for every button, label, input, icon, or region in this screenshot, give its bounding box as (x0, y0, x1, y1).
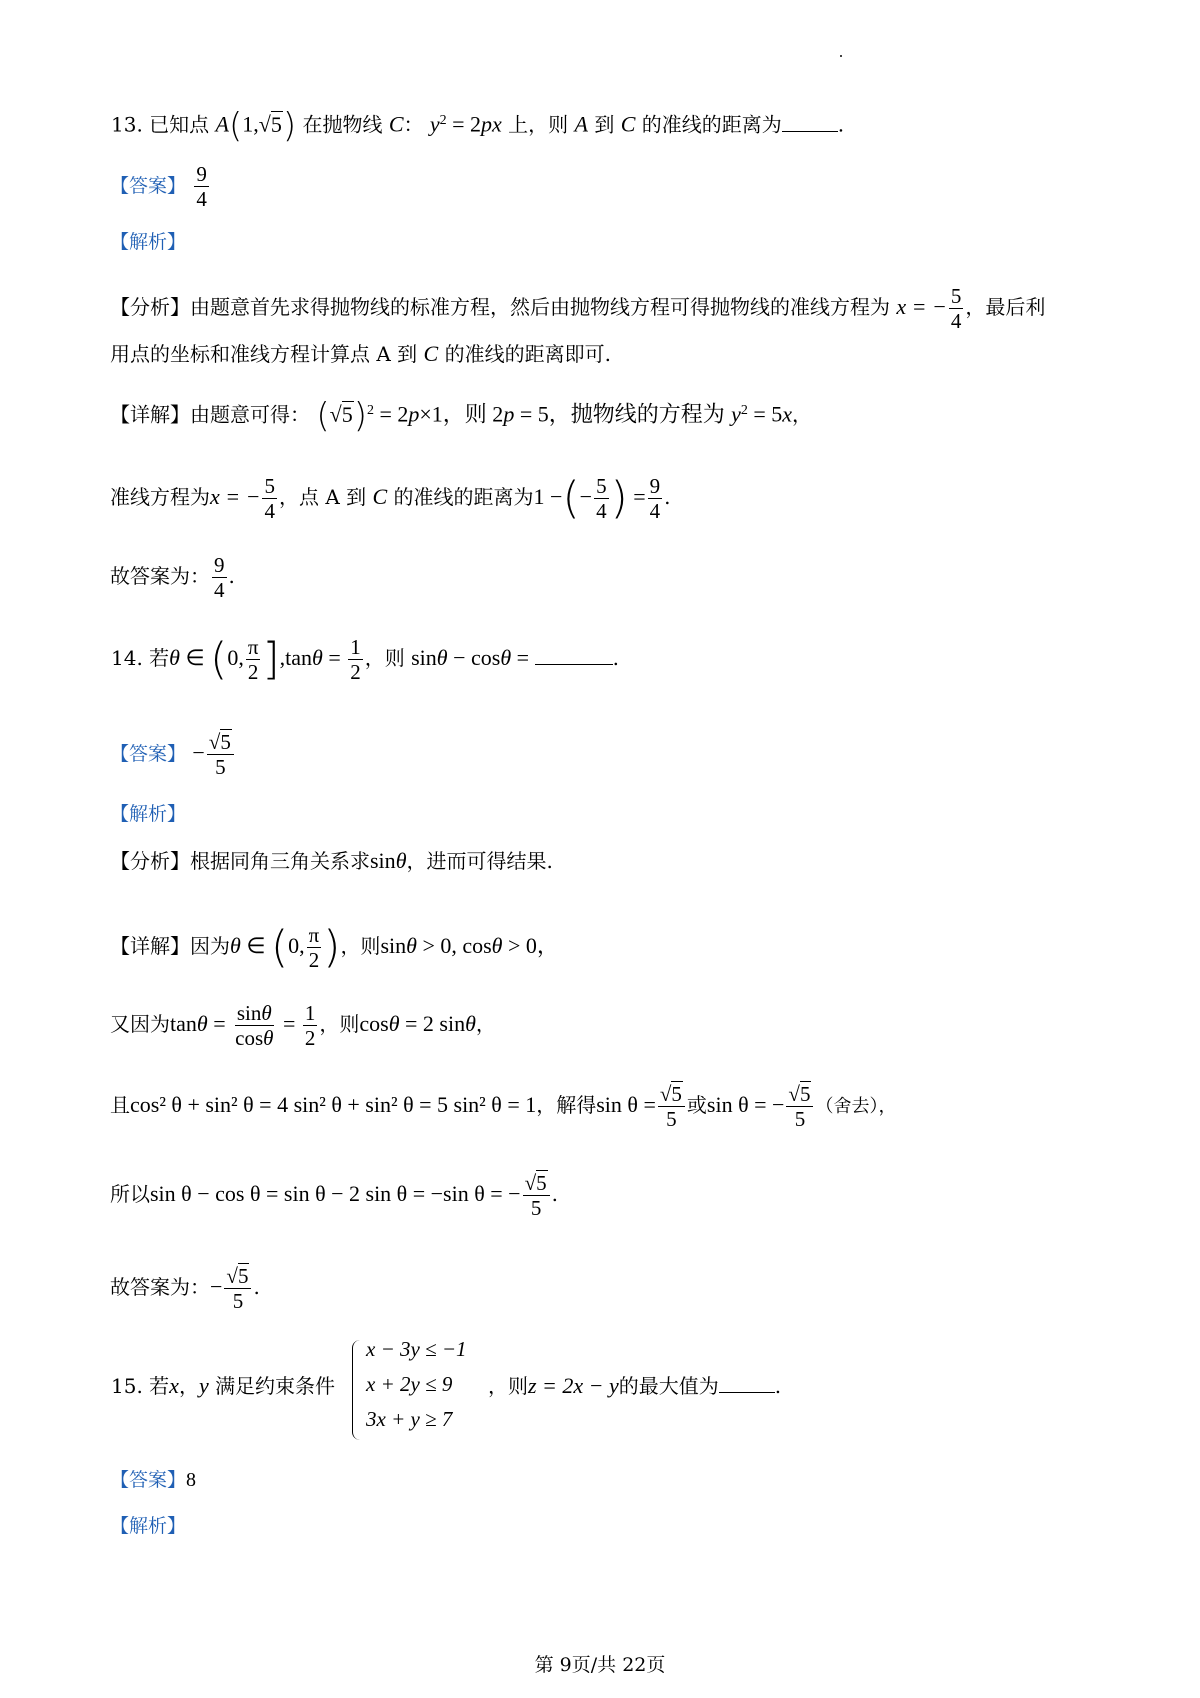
q15-answer: 【答案】8 (110, 1469, 197, 1491)
q14-answer: 【答案】 − $\frac{√5}{5}$ (110, 730, 236, 779)
q14-xiangjie-line1: 【详解】因为θ ∈ (0, $\frac{\pi}{2}$ )，则sinθ > 0, cosθ > 0， (110, 921, 559, 973)
q13-answer (110, 162, 211, 211)
q15-stem-right: ，则z = 2x − y的最大值为 . (488, 1373, 782, 1398)
constraint-system (366, 1332, 467, 1437)
q13-final: 故答案为： $\frac{9}{4}$ . (110, 553, 235, 602)
answer-blank (782, 113, 838, 132)
q13-xiangjie-line2: 准线方程为x = − $\frac{5}{4}$ ，点 A 到 C 的准线的距离为1 −(− $\frac{5}{4}$ ) = $\frac{9}{4}$ . (110, 472, 671, 524)
q13-fenxi-line1: 【分析】由题意首先求得抛物线的标准方程，然后由抛物线方程可得抛物线的准线方程为 x = − $\frac{5}{4}$ ，最后利 (110, 284, 1046, 333)
q13-fenxi-line2: 用点的坐标和准线方程计算点 A 到 C 的准线的距离即可. (110, 341, 611, 366)
speck (840, 55, 842, 57)
constraint-2: x + 2y ≤ 9 (366, 1372, 453, 1396)
page-footer: 第 9页/共 22页 (534, 1654, 666, 1676)
answer-fraction: $\frac{9}{4}$ (196, 162, 207, 211)
q15-analysis-tag: 【解析】 (110, 1515, 187, 1537)
constraint-1: x − 3y ≤ −1 (366, 1337, 467, 1361)
q14-final: 故答案为：− $\frac{√5}{5}$ . (110, 1264, 260, 1313)
constraint-brace (352, 1340, 363, 1440)
answer-blank (535, 646, 613, 665)
q14-fenxi: 【分析】根据同角三角关系求sinθ，进而可得结果. (110, 848, 553, 873)
q13-analysis-tag: 【解析】 (110, 231, 187, 253)
q15-stem-left: 15. 若x，y 满足约束条件 (111, 1373, 336, 1398)
q14-stem: 14. 若θ ∈ (0, $\frac{\pi}{2}$ ],tanθ = $\frac{1}{2}$ ，则 sinθ − cosθ = . (111, 633, 619, 685)
answer-tag: 【答案】 (110, 743, 187, 765)
q14-xiangjie-line3: 且cos² θ + sin² θ = 4 sin² θ + sin² θ = 5 sin² θ = 1，解得sin θ = $\frac{√5}{5}$ 或sin θ = − $\frac{√5}{5}$ （舍去）， (110, 1082, 897, 1131)
answer-tag: 【答案】 (110, 175, 187, 197)
answer-tag: 【答案】 (110, 1469, 187, 1491)
q14-xiangjie-line2: 又因为tanθ = $\frac{\sin\theta}{\cos\theta}$ = $\frac{1}{2}$ ，则cosθ = 2 sinθ， (110, 1001, 496, 1050)
q13-stem: 13. 已知点 A(1,√5) 在抛物线 C： $y^2 = 2px$ 上，则 A 到 C 的准线的距离为 . (111, 106, 845, 147)
q14-analysis-tag: 【解析】 (110, 803, 187, 825)
q14-xiangjie-line4: 所以sin θ − cos θ = sin θ − 2 sin θ = −sin θ = − $\frac{√5}{5}$ . (110, 1171, 558, 1220)
q13-xiangjie-line1: 【详解】由题意可得： $(√5)^2 = 2p\times 1$，则 2p = 5，抛物线的方程为 $y^2 = 5x$， (110, 396, 813, 437)
constraint-3: 3x + y ≥ 7 (366, 1407, 453, 1431)
answer-blank (719, 1374, 775, 1393)
